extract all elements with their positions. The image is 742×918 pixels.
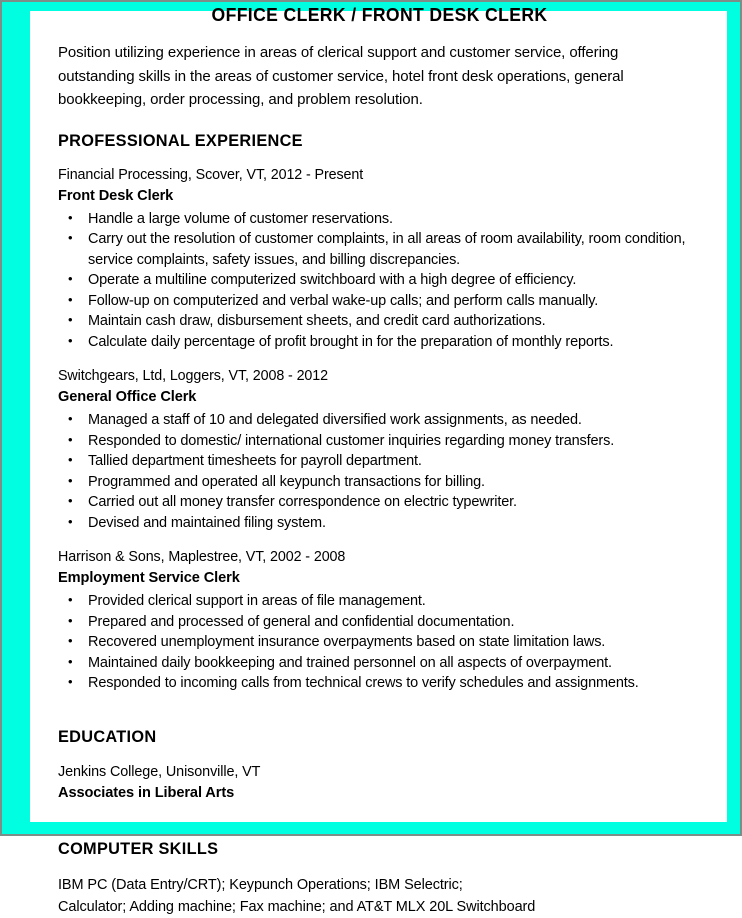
- job-duty-item: • Maintained daily bookkeeping and trained personnel on all aspects of overpayment.: [58, 653, 701, 674]
- accent-band-right: [727, 2, 740, 834]
- job-duty-item: • Maintain cash draw, disbursement sheets, and credit card authorizations.: [58, 311, 701, 332]
- section-heading-computer-skills: COMPUTER SKILLS: [58, 838, 219, 858]
- job-duty-item: • Devised and maintained filing system.: [58, 513, 701, 534]
- job-duty-item: • Calculate daily percentage of profit brought in for the preparation of monthly reports.: [58, 332, 701, 353]
- job-duty-item: • Prepared and processed of general and confidential documentation.: [58, 612, 701, 633]
- computer-skills-line: Calculator; Adding machine; Fax machine; and AT&T MLX 20L Switchboard: [58, 898, 536, 915]
- job-duty-item: • Operate a multiline computerized switchboard with a high degree of efficiency.: [58, 270, 701, 291]
- job-duty-item: • Programmed and operated all keypunch transactions for billing.: [58, 472, 701, 493]
- section-heading-professional-experience: PROFESSIONAL EXPERIENCE: [58, 130, 303, 150]
- objective-statement: Position utilizing experience in areas of clerical support and customer service, offering outstanding skills in the areas of customer service, hotel front desk operations, general bookkeeping, order processing, and problem resolution.: [58, 44, 624, 108]
- job-position-title: Front Desk Clerk: [58, 187, 174, 204]
- computer-skills-line: IBM PC (Data Entry/CRT); Keypunch Operations; IBM Selectric;: [58, 876, 463, 893]
- job-duty-item: • Responded to incoming calls from technical crews to verify schedules and assignments.: [58, 673, 701, 694]
- accent-band-left: [2, 2, 30, 834]
- education-degree: Associates in Liberal Arts: [58, 784, 235, 801]
- education-school: Jenkins College, Unisonville, VT: [58, 763, 261, 780]
- job-duties-list: [58, 591, 701, 694]
- resume-title: OFFICE CLERK / FRONT DESK CLERK: [211, 4, 548, 25]
- experience-entry: [58, 366, 701, 533]
- education-entry: [58, 762, 701, 804]
- skills-spacer: [58, 804, 701, 820]
- education-spacer: [58, 694, 701, 708]
- experience-entry: [58, 547, 701, 694]
- computer-skills-list: [58, 874, 701, 918]
- job-duties-list: [58, 209, 701, 353]
- job-duty-item: • Carry out the resolution of customer complaints, in all areas of room availability, room condition, service complaints, safety issues, and billing discrepancies.: [58, 229, 701, 270]
- job-duty-item: • Responded to domestic/ international customer inquiries regarding money transfers.: [58, 431, 701, 452]
- job-company-meta: Switchgears, Ltd, Loggers, VT, 2008 - 2012: [58, 368, 328, 384]
- job-duty-item: • Follow-up on computerized and verbal wake-up calls; and perform calls manually.: [58, 291, 701, 312]
- job-duty-item: • Handle a large volume of customer reservations.: [58, 209, 701, 230]
- job-duty-item: • Managed a staff of 10 and delegated diversified work assignments, as needed.: [58, 410, 701, 431]
- job-position-title: Employment Service Clerk: [58, 570, 240, 586]
- job-company-meta: Financial Processing, Scover, VT, 2012 - Present: [58, 166, 364, 183]
- resume-content: [30, 4, 727, 918]
- job-duty-item: • Provided clerical support in areas of file management.: [58, 591, 701, 612]
- job-company-meta: Harrison & Sons, Maplestree, VT, 2002 - 2008: [58, 549, 346, 565]
- section-heading-education: EDUCATION: [58, 726, 157, 746]
- job-duty-item: • Carried out all money transfer correspondence on electric typewriter.: [58, 492, 701, 513]
- job-duty-item: • Recovered unemployment insurance overpayments based on state limitation laws.: [58, 632, 701, 653]
- job-duties-list: [58, 410, 701, 533]
- job-position-title: General Office Clerk: [58, 389, 197, 405]
- experience-entry: [58, 165, 701, 353]
- resume-paper: [30, 4, 727, 915]
- job-duty-item: • Tallied department timesheets for payroll department.: [58, 451, 701, 472]
